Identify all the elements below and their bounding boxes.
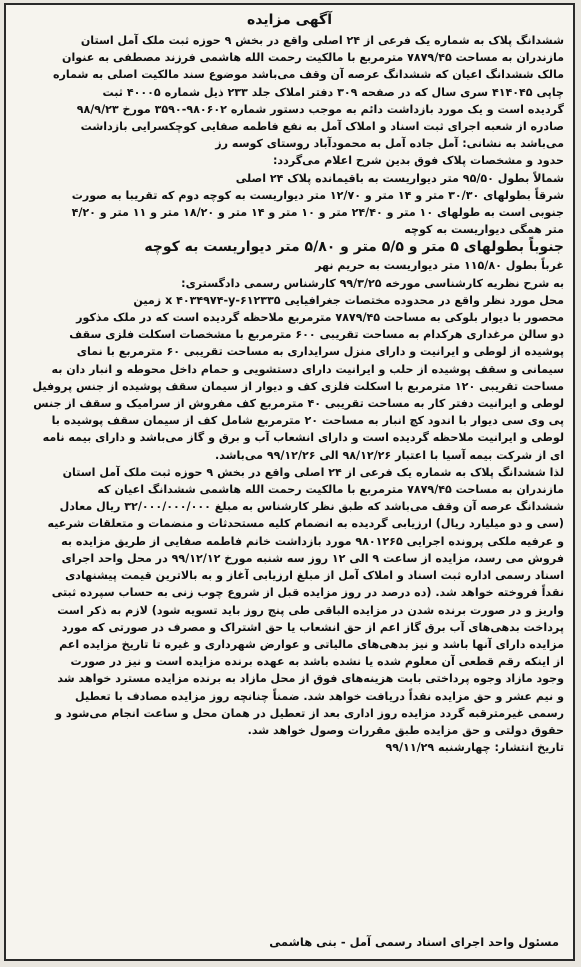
notice-line: مساحت تقریبی ۱۲۰ مترمربع با اسکلت فلزی کف و دیوار از سیمان سقف پوشیده از جنس پروفیل: [32, 379, 564, 393]
notice-line: لوطی و ایرانیت دفتر کار به مساحت تقریبی ۴۰ مترمربع کف مفروش از سرامیک و سقف از جنس: [33, 397, 564, 411]
notice-line: اسناد رسمی اداره ثبت اسناد و املاک آمل از مبلغ ارزیابی آغاز و به بالاترین قیمت پیشنهادی: [65, 569, 564, 583]
notice-line: ششدانگ عرصه آن وقف می‌باشد که طبق نظر کارشناس به مبلغ ۳۲/۰۰۰/۰۰۰/۰۰۰ ریال معادل: [59, 500, 564, 514]
notice-clipping: [4, 3, 575, 961]
notice-line: رسمی غیرمترقبه گردد مزایده روز اداری بعد از تعطیل در همان محل و ساعت انجام می‌شود و: [55, 706, 564, 720]
notice-line: به شرح نظریه کارشناسی مورخه ۹۹/۳/۲۵ کارشناس رسمی دادگستری:: [181, 276, 564, 290]
notice-line: پوشیده از لوطی و ایرانیت و دارای منزل سرایداری به مساحت تقریبی ۶۰ مترمربع با نمای: [76, 345, 564, 359]
notice-line: (سی و دو میلیارد ریال) ارزیابی گردیده به انضمام کلیه مستحدثات و منضمات و متعلقات شرعیه: [47, 517, 564, 531]
notice-line: جنوبی است به طولهای ۱۰ متر و ۲۴/۴۰ متر و ۱۰ متر و ۱۴ متر و ۱۸/۲۰ متر و ۱۱ متر و ۴/۲۰: [71, 206, 564, 220]
notice-line: دو سالن مرغداری هرکدام به مساحت تقریبی ۶۰۰ مترمربع با مشخصات اسکلت فلزی سقف: [69, 328, 564, 342]
notice-line: مزایده دارای آنها باشد و نیز بدهی‌های مالیاتی و عوارض شهرداری و غیره تا تاریخ مزایده اعم: [59, 637, 564, 651]
notice-title: آگهی مزایده: [246, 12, 332, 28]
notice-line: و نیم عشر و حق مزایده نقداً دریافت خواهد شد. ضمناً چنانچه روز مزایده مصادف با تعطیل: [75, 689, 564, 703]
notice-line: و عرفیه ملکی پرونده اجرایی ۹۸۰۱۲۶۵ مورد بازداشت خانم فاطمه صفایی از طریق مزایده به: [61, 534, 564, 548]
notice-line: سیمانی و سقف پوشیده از حلب و ایرانیت دارای دستشویی و حمام داخل محوطه و انبار دان به: [51, 362, 564, 376]
notice-line: پی وی سی دیوار با اندود کچ انبار به مساحت ۲۰ مترمربع شامل کف از سیمان سقف پوشیده با: [51, 414, 564, 428]
notice-line: شمالاً بطول ۹۵/۵۰ متر دیواریست به باقیمانده پلاک ۲۴ اصلی: [235, 171, 564, 185]
notice-line: محل مورد نظر واقع در محدوده مختصات جغرافیایی ۶۱۲۳۳۵-x ۴۰۳۴۹۷۴-y زمین: [133, 293, 564, 307]
notice-line: محصور با دیوار بلوکی به مساحت ۷۸۷۹/۴۵ مترمربع ملاحظه گردیده است که در ملک مذکور: [76, 311, 564, 325]
notice-line: حدود و مشخصات پلاک فوق بدین شرح اعلام می‌گردد:: [273, 154, 564, 168]
notice-line: مازندران به مساحت ۷۸۷۹/۴۵ مترمربع با مالکیت رحمت الله هاشمی ششدانگ اعیان که: [97, 483, 564, 497]
notice-line: ششدانگ پلاک به شماره یک فرعی از ۲۴ اصلی واقع در بخش ۹ حوزه ثبت ملک آمل استان: [80, 34, 564, 47]
notice-line: لوطی و ایرانیت ملاحظه گردیده است و دارای انشعاب آب و برق و گاز می‌باشد و دارای بیمه نامه: [42, 431, 564, 445]
notice-line: پرداخت بدهی‌های آب برق گاز اعم از حق انشعاب یا حق اشتراک و مصرف در صورتی که مورد: [61, 620, 564, 634]
notice-line: از اینکه رقم قطعی آن معلوم شده یا نشده باشد به عهده برنده مزایده است و نیز در صورت: [70, 655, 564, 669]
notice-line: شرقاً بطولهای ۳۰/۳۰ متر و ۱۴ متر و ۱۲/۷۰ متر دیواریست به کوچه دوم که تقریبا به صورت: [71, 188, 564, 202]
notice-line: چاپی ۴۱۴۰۴۵ سری سال که در صفحه ۳۰۹ دفتر املاک جلد ۲۳۳ ذیل شماره ۴۰۰۰۵ ثبت: [102, 85, 564, 99]
notice-line: گردیده است و یک مورد بازداشت دائم به موجب دستور شماره ۹۸۰۶۰۲-۳۵۹۰ مورخ ۹۸/۹/۲۳: [76, 102, 564, 116]
notice-body-part-1: [15, 32, 564, 238]
notice-line: حقوق دولتی و حق مزایده طبق مقررات وصول خواهد شد.: [247, 723, 564, 737]
notice-line: مالک ششدانگ اعیان که ششدانگ عرصه آن وقف می‌باشد موضوع سند مالکیت اصلی به شماره: [53, 68, 564, 82]
notice-line: ای از شرکت بیمه آسیا با اعتبار ۹۸/۱۲/۲۶ الی ۹۹/۱۲/۲۶ می‌باشد.: [214, 448, 564, 462]
signature-line: مسئول واحد اجرای اسناد رسمی آمل - بنی هاشمی: [269, 935, 559, 949]
notice-line: مازندران به مساحت ۷۸۷۹/۴۵ مترمربع با مالکیت رحمت الله هاشمی فرزند مصطفی به عنوان: [62, 51, 564, 65]
notice-line: می‌باشد به نشانی: آمل جاده آمل به محمودآباد روستای کوسه رز: [215, 137, 564, 151]
notice-line: متر همگی دیواریست به کوچه: [404, 223, 564, 237]
notice-line: لذا ششدانگ پلاک به شماره یک فرعی از ۲۴ اصلی واقع در بخش ۹ حوزه ثبت ملک آمل استان: [62, 465, 564, 479]
notice-line: نقداً فروخته خواهد شد. (ده درصد در روز مزایده قبل از شروع چوب زنی به حساب سپرده ثبتی: [51, 586, 564, 600]
notice-line: واریز و در صورت برنده شدن در مزایده الباقی طی پنج روز باید تسویه شود) لازم به ذکر است: [57, 603, 564, 617]
notice-body-part-2: [15, 257, 564, 756]
notice-line: فروش می رسد، مزایده از ساعت ۹ الی ۱۲ روز سه شنبه مورخ ۹۹/۱۲/۱۲ در محل واحد اجرای: [61, 551, 564, 565]
south-boundary-line: جنوباً بطولهای ۵ متر و ۵/۵ متر و ۵/۸۰ متر دیواریست به کوچه: [144, 239, 564, 256]
notice-line: غرباً بطول ۱۱۵/۸۰ متر دیواریست به حریم نهر: [315, 259, 564, 273]
notice-line: صادره از شعبه اجرای ثبت اسناد و املاک آمل به نفع فاطمه صفایی کوچکسرایی بازداشت: [80, 120, 564, 134]
notice-line: تاریخ انتشار: چهارشنبه ۹۹/۱۱/۲۹: [385, 741, 564, 755]
notice-line: وجود مازاد وجوه پرداختی بابت هزینه‌های فوق از محل مازاد به برنده مزایده مسترد خواهد شد: [57, 672, 564, 686]
